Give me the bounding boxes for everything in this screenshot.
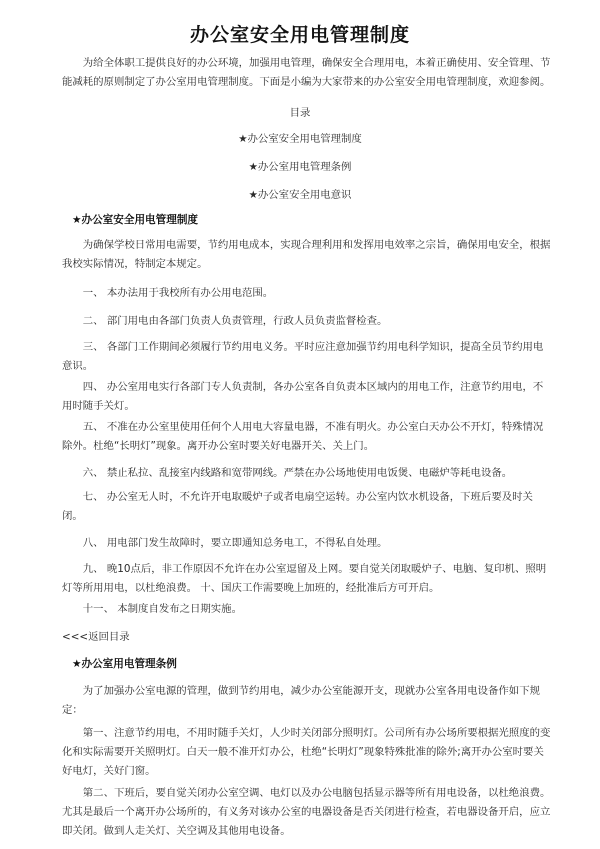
rule-item: 八、 用电部门发生故障时，要立即通知总务电工，不得私自处理。 (82, 537, 388, 549)
rule-item: 七、 办公室无人时，不允许开电取暖炉子或者电扇空运转。办公室内饮水机设备，下班后要及时关闭。 (62, 491, 533, 522)
rule-item: 九、 晚10点后，非工作原因不允许在办公室逗留及上网。要自觉关闭取暖炉子、电脑、复印机、照明灯等所用用电，以杜绝浪费。 十、国庆工作需要晚上加班的，经批准后方可开启。 (62, 563, 547, 594)
section1-intro: 为确保学校日常用电需要，节约用电成本，实现合理利用和发挥用电效率之宗旨，确保用电安全，根据我校实际情况，特制定本规定。 (62, 239, 551, 270)
rule-item: 三、 各部门工作期间必须履行节约用电义务。平时应注意加强节约用电科学知识，提高全员节约用电意识。 (62, 341, 544, 372)
section-heading-regulations: ★办公室用电管理条例 (72, 658, 177, 670)
regulation-item: 第二、下班后，要自觉关闭办公室空调、电灯以及办公电脑包括显示器等所有用电设备，以杜绝浪费。尤其是最后一个离开办公场所的，有义务对该办公室的电器设备是否关闭进行检查，若电器设备开启，应立即关闭。做到人走关灯、关空调及其他用电设备。 (62, 787, 551, 837)
toc-item-3[interactable]: ★办公室安全用电意识 (248, 189, 352, 201)
toc-item-2[interactable]: ★办公室用电管理条例 (248, 161, 352, 173)
rule-item: 一、 本办法用于我校所有办公用电范围。 (82, 287, 274, 299)
regulation-item: 第一、注意节约用电，不用时随手关灯，人少时关闭部分照明灯。公司所有办公场所要根据光照度的变化和实际需要开关照明灯。白天一般不准开灯办公，杜绝“长明灯”现象特殊批准的除外;离开办公室时要关好电灯，关好门窗。 (62, 727, 551, 777)
toc-label: 目录 (289, 107, 311, 119)
intro-paragraph: 为给全体职工提供良好的办公环境，加强用电管理，确保安全合理用电，本着正确使用、安全管理、节能减耗的原则制定了办公室用电管理制度。下面是小编为大家带来的办公室安全用电管理制度，欢迎参阅。 (62, 57, 551, 88)
section2-intro: 为了加强办公室电源的管理，做到节约用电，减少办公室能源开支，现就办公室各用电设备作如下规定： (62, 685, 540, 716)
rule-item: 四、 办公室用电实行各部门专人负责制，各办公室各自负责本区域内的用电工作，注意节约用电，不用时随手关灯。 (62, 381, 544, 412)
rule-item: 五、 不准在办公室里使用任何个人用电大容量电器，不准有明火。办公室白天办公不开灯，特殊情况除外。杜绝“长明灯”现象。离开办公室时要关好电器开关、关上门。 (62, 421, 544, 452)
back-to-toc-link[interactable]: <<<返回目录 (62, 631, 130, 643)
rule-item: 六、 禁止私拉、乱接室内线路和宽带网线。严禁在办公场地使用电饭煲、电磁炉等耗电设备。 (82, 467, 513, 479)
section-heading-safety-rules: ★办公室安全用电管理制度 (72, 214, 199, 226)
rule-item: 二、 部门用电由各部门负责人负责管理，行政人员负责监督检查。 (82, 315, 388, 327)
document-title: 办公室安全用电管理制度 (189, 24, 410, 46)
toc-item-1[interactable]: ★办公室安全用电管理制度 (238, 133, 362, 145)
rule-item: 十一、 本制度自发布之日期实施。 (82, 603, 242, 615)
